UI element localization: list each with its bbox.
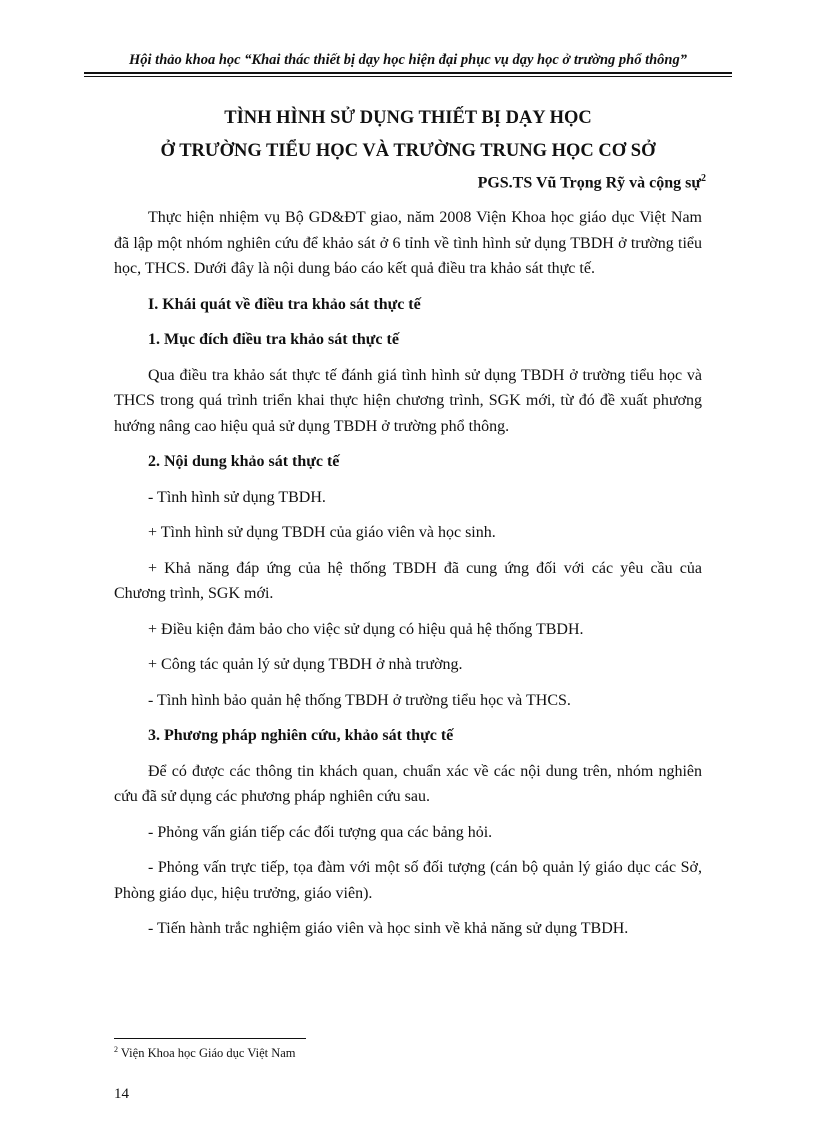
running-header: Hội thảo khoa học “Khai thác thiết bị dạy học hiện đại phục vụ dạy học ở trường phổ thông” — [128, 52, 687, 68]
list-item: + Tình hình sử dụng TBDH của giáo viên và học sinh. — [148, 524, 496, 541]
list-item: + Điều kiện đảm bảo cho việc sử dụng có hiệu quả hệ thống TBDH. — [148, 620, 584, 638]
paragraph: Để có được các thông tin khách quan, chuẩn xác về các nội dung trên, nhóm nghiên cứu đã sử dụng các phương pháp nghiên cứu sau. — [114, 762, 702, 805]
author-name: PGS.TS Vũ Trọng Rỹ và cộng sự — [477, 174, 701, 192]
list-item: - Tình hình bảo quản hệ thống TBDH ở trường tiểu học và THCS. — [148, 691, 571, 709]
author-footnote-mark: 2 — [701, 173, 706, 184]
page-number: 14 — [114, 1086, 129, 1102]
paragraph-intro: Thực hiện nhiệm vụ Bộ GD&ĐT giao, năm 2008 Viện Khoa học giáo dục Việt Nam đã lập một nhóm nghiên cứu để khảo sát ở 6 tỉnh về tình hình sử dụng TBDH ở trường tiểu học, THCS. Dưới đây là nội dung báo cáo kết quả điều tra khảo sát thực tế. — [114, 209, 702, 277]
list-item: - Phỏng vấn gián tiếp các đối tượng qua các bảng hỏi. — [148, 823, 493, 841]
list-item: + Công tác quản lý sử dụng TBDH ở nhà trường. — [148, 656, 463, 673]
header-rule-thick — [84, 72, 732, 74]
list-item: - Phỏng vấn trực tiếp, tọa đàm với một số đối tượng (cán bộ quản lý giáo dục các Sở, Phòng giáo dục, hiệu trưởng, giáo viên). — [114, 859, 702, 902]
article-title-line-1: TÌNH HÌNH SỬ DỤNG THIẾT BỊ DẠY HỌC — [224, 108, 592, 128]
subsection-heading-1: 1. Mục đích điều tra khảo sát thực tế — [148, 331, 399, 348]
subsection-heading-2: 2. Nội dung khảo sát thực tế — [148, 453, 340, 470]
article-body — [114, 205, 702, 952]
footnote-mark: 2 — [114, 1045, 118, 1054]
header-rule-thin — [84, 76, 732, 77]
paragraph: Qua điều tra khảo sát thực tế đánh giá tình hình sử dụng TBDH ở trường tiểu học và THCS trong quá trình triển khai thực hiện chương trình, SGK mới, từ đó đề xuất phương hướng nâng cao hiệu quả sử dụng TBDH ở trường phổ thông. — [114, 366, 702, 435]
list-item: + Khả năng đáp ứng của hệ thống TBDH đã cung ứng đối với các yêu cầu của Chương trình, SGK mới. — [114, 559, 702, 602]
footnote — [114, 1045, 296, 1061]
list-item: - Tình hình sử dụng TBDH. — [148, 488, 326, 506]
footnote-separator — [114, 1038, 306, 1039]
author-line — [478, 173, 706, 192]
list-item: - Tiến hành trắc nghiệm giáo viên và học sinh về khả năng sử dụng TBDH. — [148, 920, 629, 937]
footnote-text: Viện Khoa học Giáo dục Việt Nam — [118, 1046, 296, 1061]
article-title-line-2: Ở TRƯỜNG TIỂU HỌC VÀ TRƯỜNG TRUNG HỌC CƠ SỞ — [160, 141, 656, 161]
subsection-heading-3: 3. Phương pháp nghiên cứu, khảo sát thực tế — [148, 727, 454, 744]
section-heading-1: I. Khái quát về điều tra khảo sát thực tế — [148, 295, 421, 313]
